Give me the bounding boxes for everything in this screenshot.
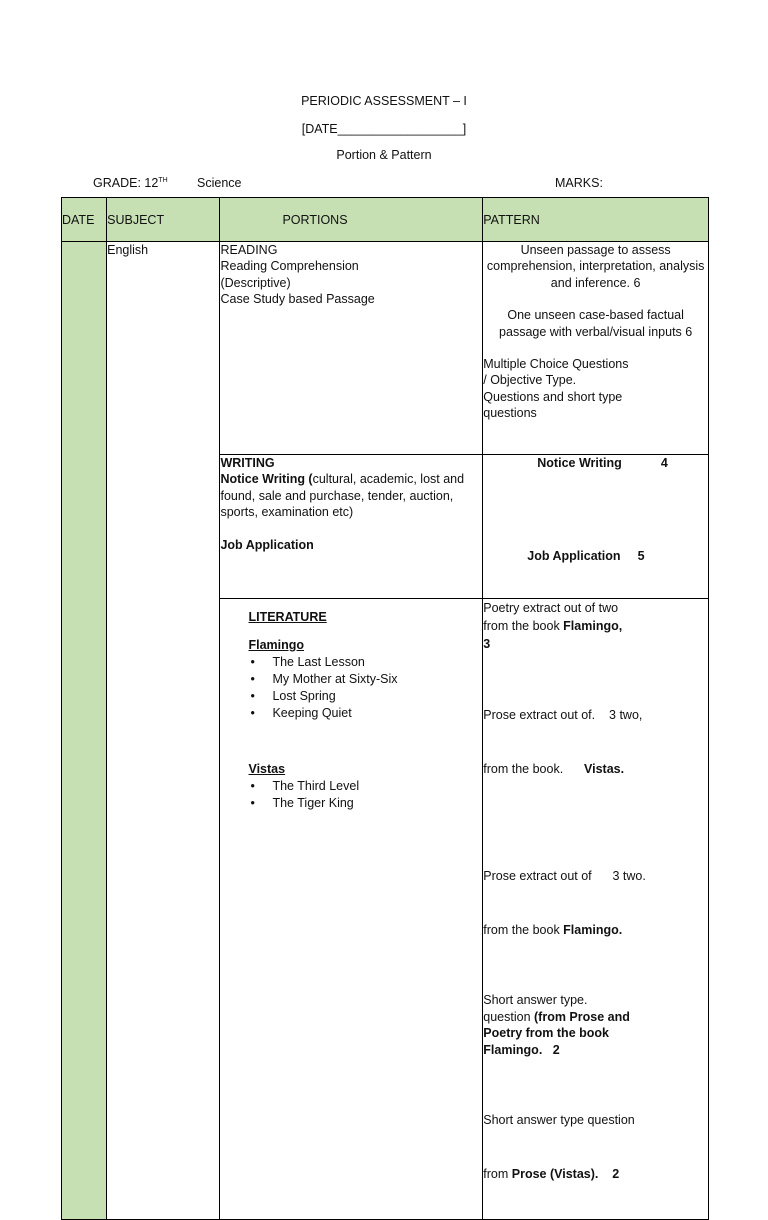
reading-portion-cell bbox=[220, 242, 483, 455]
reading-pattern-cell bbox=[483, 242, 709, 455]
flamingo-list bbox=[248, 654, 482, 722]
prose-vistas-line-1: Prose extract out of. 3 two, bbox=[483, 708, 643, 722]
list-item: • The Last Lesson bbox=[272, 654, 482, 671]
column-header-portions: PORTIONS bbox=[220, 198, 483, 242]
short-answer-line-3: Poetry from the book bbox=[483, 1026, 609, 1040]
reading-pattern-3-line-1: Multiple Choice Questions bbox=[483, 357, 629, 372]
literature-pattern-cell bbox=[483, 599, 709, 1220]
literature-portion-cell bbox=[220, 599, 483, 1220]
prose-flamingo-line-1: Prose extract out of 3 two. bbox=[483, 869, 646, 883]
list-item: • Keeping Quiet bbox=[272, 705, 482, 722]
prose-vistas-line-2a: from the book. bbox=[483, 762, 585, 776]
reading-pattern-3-line-4: questions bbox=[483, 406, 537, 421]
job-application-portion: Job Application bbox=[220, 537, 314, 552]
grade-label bbox=[93, 176, 168, 190]
grade-text: GRADE: 12 bbox=[93, 176, 159, 190]
prose-flamingo-book: Flamingo. bbox=[563, 923, 623, 937]
vistas-heading: Vistas bbox=[248, 762, 286, 776]
reading-pattern-3-line-2: / Objective Type. bbox=[483, 373, 577, 388]
prose-extract-vistas-pattern bbox=[483, 670, 708, 814]
short-answer-line-1: Short answer type. bbox=[483, 993, 588, 1007]
prose-extract-flamingo-pattern bbox=[483, 831, 708, 975]
reading-pattern-1: Unseen passage to assess comprehension, interpretation, analysis and inference. 6 bbox=[486, 243, 705, 290]
short-answer-vistas-line-2b: Prose (Vistas). 2 bbox=[511, 1167, 620, 1181]
poetry-extract-book: Flamingo, bbox=[563, 619, 623, 633]
date-cell bbox=[62, 242, 107, 1220]
flamingo-heading: Flamingo bbox=[248, 638, 305, 652]
notice-writing-pattern-label: Notice Writing bbox=[537, 456, 622, 470]
notice-writing-title: Notice Writing ( bbox=[220, 472, 313, 487]
reading-pattern-2: One unseen case-based factual passage with verbal/visual inputs 6 bbox=[499, 308, 693, 339]
writing-portion-cell bbox=[220, 455, 483, 599]
marks-label: MARKS: bbox=[555, 176, 603, 190]
notice-writing-topics: cultural, academic, lost and found, sale and purchase, tender, auction, sports, examination etc) bbox=[220, 472, 465, 520]
reading-line-3: Case Study based Passage bbox=[220, 292, 375, 307]
list-item: • Lost Spring bbox=[272, 688, 482, 705]
poetry-extract-marks: 3 bbox=[483, 637, 491, 651]
writing-pattern-cell bbox=[483, 455, 709, 599]
short-answer-vistas-line-2 bbox=[483, 1165, 708, 1183]
notice-writing-pattern bbox=[483, 455, 708, 471]
list-item: • The Third Level bbox=[272, 778, 482, 795]
short-answer-vistas-line-2a: from bbox=[483, 1167, 512, 1181]
short-answer-vistas-pattern bbox=[483, 1075, 708, 1219]
page-subtitle: Portion & Pattern bbox=[336, 148, 432, 162]
reading-pattern-3 bbox=[483, 356, 708, 422]
notice-writing-marks: 4 bbox=[660, 456, 668, 470]
prose-flamingo-line-2a: from the book bbox=[483, 923, 564, 937]
list-item: • My Mother at Sixty-Six bbox=[272, 671, 482, 688]
job-application-marks: 5 bbox=[637, 549, 645, 564]
prose-flamingo-line-2 bbox=[483, 921, 708, 939]
reading-heading: READING bbox=[220, 243, 278, 257]
reading-pattern-3-line-3: Questions and short type bbox=[483, 389, 623, 404]
reading-line-1: Reading Comprehension bbox=[220, 259, 359, 274]
job-application-pattern-label: Job Application bbox=[527, 549, 621, 564]
literature-heading: LITERATURE bbox=[248, 610, 327, 624]
page-title: PERIODIC ASSESSMENT – I bbox=[301, 94, 467, 108]
prose-vistas-line-2 bbox=[483, 760, 708, 778]
date-line: [DATE__________________] bbox=[301, 122, 467, 136]
poetry-extract-line-1: Poetry extract out of two bbox=[483, 601, 619, 615]
job-application-pattern bbox=[483, 548, 708, 564]
notice-writing-portion bbox=[220, 471, 482, 520]
poetry-extract-pattern bbox=[483, 599, 708, 653]
writing-heading: WRITING bbox=[220, 456, 275, 470]
subject-cell bbox=[107, 242, 220, 1220]
poetry-extract-line-2a: from the book bbox=[483, 619, 564, 633]
short-answer-vistas-line-1: Short answer type question bbox=[483, 1113, 635, 1127]
short-answer-flamingo-pattern bbox=[483, 992, 708, 1058]
grade-superscript: TH bbox=[158, 176, 168, 184]
vistas-list bbox=[248, 778, 482, 812]
reading-line-2: (Descriptive) bbox=[220, 275, 291, 290]
column-header-pattern: PATTERN bbox=[483, 198, 709, 242]
subject-name: English bbox=[107, 243, 149, 257]
short-answer-line-4: Flamingo. 2 bbox=[483, 1042, 560, 1057]
stream-label: Science bbox=[197, 176, 242, 190]
poetry-extract-line-2 bbox=[483, 617, 708, 635]
column-header-date: DATE bbox=[62, 198, 107, 242]
table-header-row bbox=[62, 198, 709, 242]
portion-pattern-table bbox=[61, 197, 709, 1220]
table-row-reading bbox=[62, 242, 709, 455]
column-header-subject: SUBJECT bbox=[107, 198, 220, 242]
short-answer-line-2 bbox=[483, 1009, 708, 1026]
list-item: • The Tiger King bbox=[272, 795, 482, 812]
short-answer-line-2a: question bbox=[483, 1009, 534, 1024]
prose-vistas-book: Vistas. bbox=[584, 762, 625, 776]
short-answer-line-2b: (from Prose and bbox=[534, 1009, 630, 1024]
